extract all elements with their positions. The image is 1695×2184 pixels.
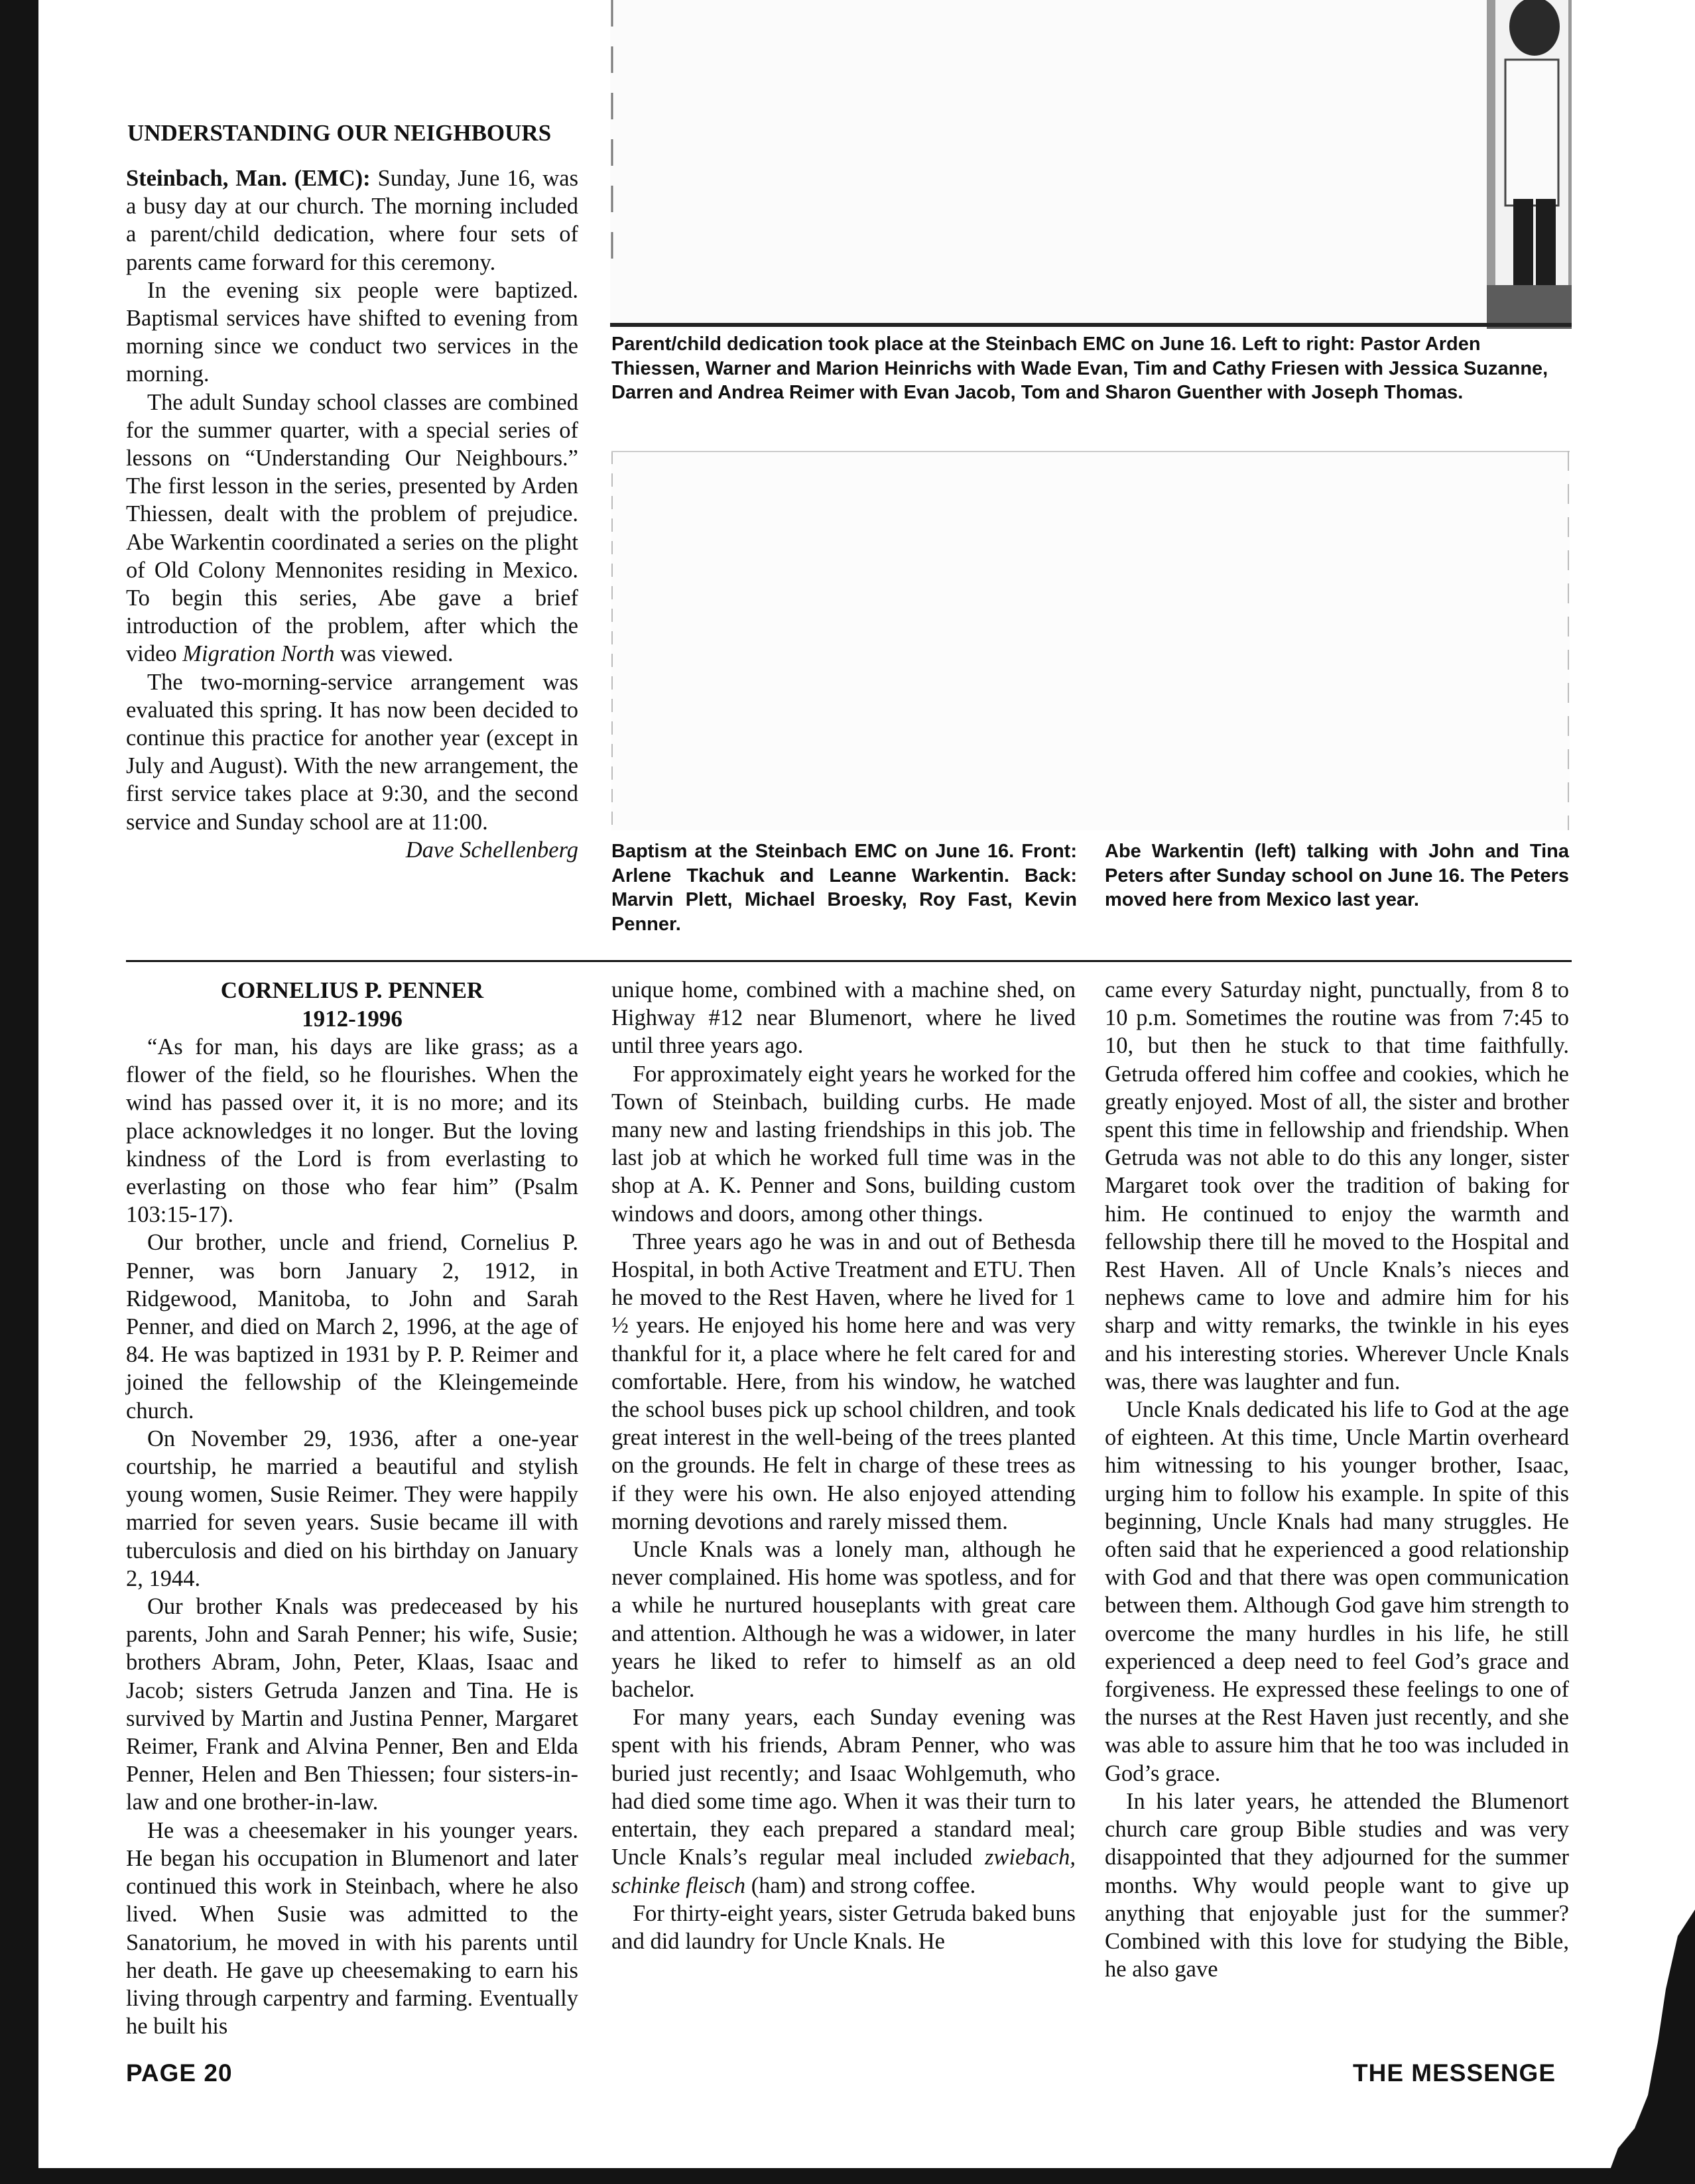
scan-edge-left bbox=[0, 0, 38, 2184]
baptism-photo bbox=[611, 451, 1570, 830]
obituary-column-1 bbox=[126, 976, 578, 2040]
obituary-paragraph: came every Saturday night, punctually, from 8 to 10 p.m. Sometimes the routine was from 7:45 to 10, but then he stuck to that time faithfully. Getruda offered him coffee and cookies, which he greatly enjoyed. Most of all, the sister and brother spent this time in fellowship and friendship. When Getruda was not able to do this any longer, sister Margaret took over the tradition of baking for him. He continued to enjoy the warmth and fellowship there till he moved to the Hospital and Rest Haven. All of Uncle Knals’s nieces and nephews came to love and admire him for his sharp and witty remarks, the twinkle in his eyes and his interesting stories. Wherever Uncle Knals was, there was laughter and fun. bbox=[1105, 977, 1569, 1394]
obituary-column-3 bbox=[1105, 976, 1569, 1983]
obituary-paragraph: For many years, each Sunday evening was spent with his friends, Abram Penner, who was buried just recently; and Isaac Wohlgemuth, who had died some time ago. When it was their turn to entertain, they each prepared a standard meal; Uncle Knals’s regular meal included zwiebach, schinke fleisch (ham) and strong coffee. bbox=[611, 1705, 1076, 1898]
section-divider bbox=[126, 960, 1572, 962]
obituary-paragraph: Our brother Knals was predeceased by his parents, John and Sarah Penner; his wife, Susie; brothers Abram, John, Peter, Klaas, Isaac and Jacob; sisters Getruda Janzen and Tina. He is survived by Martin and Justina Penner, Margaret Reimer, Frank and Alvina Penner, Ben and Elda Penner, Helen and Ben Thiessen; four sisters-in-law and one brother-in-law. bbox=[126, 1594, 578, 1815]
obituary-name: CORNELIUS P. PENNER bbox=[220, 977, 484, 1003]
news-author: Dave Schellenberg bbox=[405, 837, 578, 863]
obituary-paragraph: On November 29, 1936, after a one-year courtship, he married a beautiful and stylish young women, Susie Reimer. They were happily married for seven years. Susie became ill with tuberculosis and died on his birthday on January 2, 1944. bbox=[126, 1426, 578, 1591]
obituary-paragraph: Our brother, uncle and friend, Cornelius P. Penner, was born January 2, 1912, in Ridgewood, Manitoba, to John and Sarah Penner, and died on March 2, 1996, at the age of 84. He was baptized in 1931 by P. P. Reimer and joined the fellowship of the Kleingemeinde church. bbox=[126, 1230, 578, 1424]
obituary-paragraph: In his later years, he attended the Blumenort church care group Bible studies and was very disappointed that they adjourned for the summer months. Why would people want to give up anything that enjoyable just for the summer? Combined with this love for studying the Bible, he also gave bbox=[1105, 1788, 1569, 1982]
food-names: zwiebach, schinke fleisch bbox=[611, 1845, 1076, 1898]
obituary-column-2 bbox=[611, 976, 1076, 1955]
dedication-photo-image bbox=[610, 0, 1572, 329]
news-paragraph-4: The two-morning-service arrangement was evaluated this spring. It has now been decided to continue this practice for another year (except in July and August). With the new arrangement, the first service takes place at 9:30, and the second service and Sunday school are at 11:00. bbox=[126, 669, 578, 835]
baptism-photo-image bbox=[611, 451, 1570, 830]
obituary-paragraph: “As for man, his days are like grass; as a flower of the field, so he flourishes. When the wind has passed over it, it is no more; and its place acknowledges it no longer. But the loving kindness of the Lord is from everlasting to everlasting on those who fear him” (Psalm 103:15-17). bbox=[126, 1034, 578, 1228]
scan-edge-bottom bbox=[0, 2168, 1695, 2184]
obituary-paragraph: Three years ago he was in and out of Bethesda Hospital, in both Active Treatment and ETU. Then he moved to the Rest Haven, where he lived for 1 ½ years. He enjoyed his home here and was very thankful for it, a place where he felt cared for and comfortable. Here, from his window, he watched the school buses pick up school children, and took great interest in the well-being of the trees planted on the grounds. He felt in charge of these trees as if they were his own. He also enjoyed attending morning devotions and rarely missed them. bbox=[611, 1229, 1076, 1534]
news-column bbox=[126, 119, 578, 864]
news-paragraph-3: The adult Sunday school classes are combined for the summer quarter, with a special series of lessons on “Understanding Our Neighbours.” The first lesson in the series, presented by Arden Thiessen, dealt with the problem of prejudice. Abe Warkentin coordinated a series on the plight of Old Colony Mennonites residing in Mexico. To begin this series, Abe gave a brief introduction of the problem, after which the video Migration North was viewed. bbox=[126, 389, 578, 667]
news-heading: UNDERSTANDING OUR NEIGHBOURS bbox=[127, 120, 552, 146]
dedication-photo bbox=[610, 0, 1572, 329]
obituary-paragraph: He was a cheesemaker in his younger years. He began his occupation in Blumenort and later continued this work in Steinbach, where he also lived. When Susie was admitted to the Sanatorium, he moved in with his parents until her death. He gave up cheesemaking to earn his living through carpentry and farming. Eventually he built his bbox=[126, 1817, 578, 2039]
obituary-paragraph: For thirty-eight years, sister Getruda baked buns and did laundry for Uncle Knals. He bbox=[611, 1900, 1076, 1954]
obituary-years: 1912-1996 bbox=[302, 1006, 403, 1032]
obituary-paragraph: Uncle Knals dedicated his life to God at the age of eighteen. At this time, Uncle Martin overheard him witnessing to his younger brother, Isaac, urging him to follow his example. In spite of this beginning, Uncle Knals had many struggles. He often said that he experienced a good relationship with God and that there was open communication between them. Although God gave him strength to overcome the many hurdles in his life, he still experienced a deep need to feel God’s grace and forgiveness. He expressed these feelings to one of the nurses at the Rest Haven just recently, and she was able to assure him that he too was included in God’s grace. bbox=[1105, 1397, 1569, 1786]
dedication-caption: Parent/child dedication took place at the Steinbach EMC on June 16. Left to right: Pastor Arden Thiessen, Warner and Marion Heinrichs with Wade Evan, Tim and Cathy Friesen with Jessica Suzanne, Darren and Andrea Reimer with Evan Jacob, Tom and Sharon Guenther with Joseph Thomas. bbox=[611, 334, 1548, 403]
news-paragraph-1: Steinbach, Man. (EMC): Sunday, June 16, was a busy day at our church. The morning included a parent/child dedication, where four sets of parents came forward for this ceremony. bbox=[126, 166, 579, 275]
baptism-caption: Baptism at the Steinbach EMC on June 16. Front: Arlene Tkachuk and Leanne Warkentin. Back: Marvin Plett, Michael Broesky, Roy Fast, Kevin Penner. bbox=[611, 841, 1077, 935]
obituary-paragraph: Uncle Knals was a lonely man, although he never complained. His home was spotless, and for a while he nurtured houseplants with great care and attention. Although he was a widower, in later years he liked to refer to himself as an old bachelor. bbox=[611, 1537, 1076, 1703]
obituary-paragraph: unique home, combined with a machine shed, on Highway #12 near Blumenort, where he lived until three years ago. bbox=[611, 977, 1076, 1059]
warkentin-caption: Abe Warkentin (left) talking with John and Tina Peters after Sunday school on June 16. The Peters moved here from Mexico last year. bbox=[1105, 841, 1569, 910]
video-title: Migration North bbox=[182, 641, 335, 667]
news-paragraph-2: In the evening six people were baptized. Baptismal services have shifted to evening from morning since we conduct two services in the morning. bbox=[126, 277, 578, 387]
news-dateline: Steinbach, Man. (EMC): bbox=[126, 166, 371, 191]
publication-name: THE MESSENGE bbox=[1353, 2059, 1556, 2087]
obituary-paragraph: For approximately eight years he worked for the Town of Steinbach, building curbs. He made many new and lasting friendships in this job. The last job at which he worked full time was in the shop at A. K. Penner and Sons, building custom windows and doors, among other things. bbox=[611, 1061, 1076, 1227]
page-number: PAGE 20 bbox=[126, 2059, 233, 2087]
